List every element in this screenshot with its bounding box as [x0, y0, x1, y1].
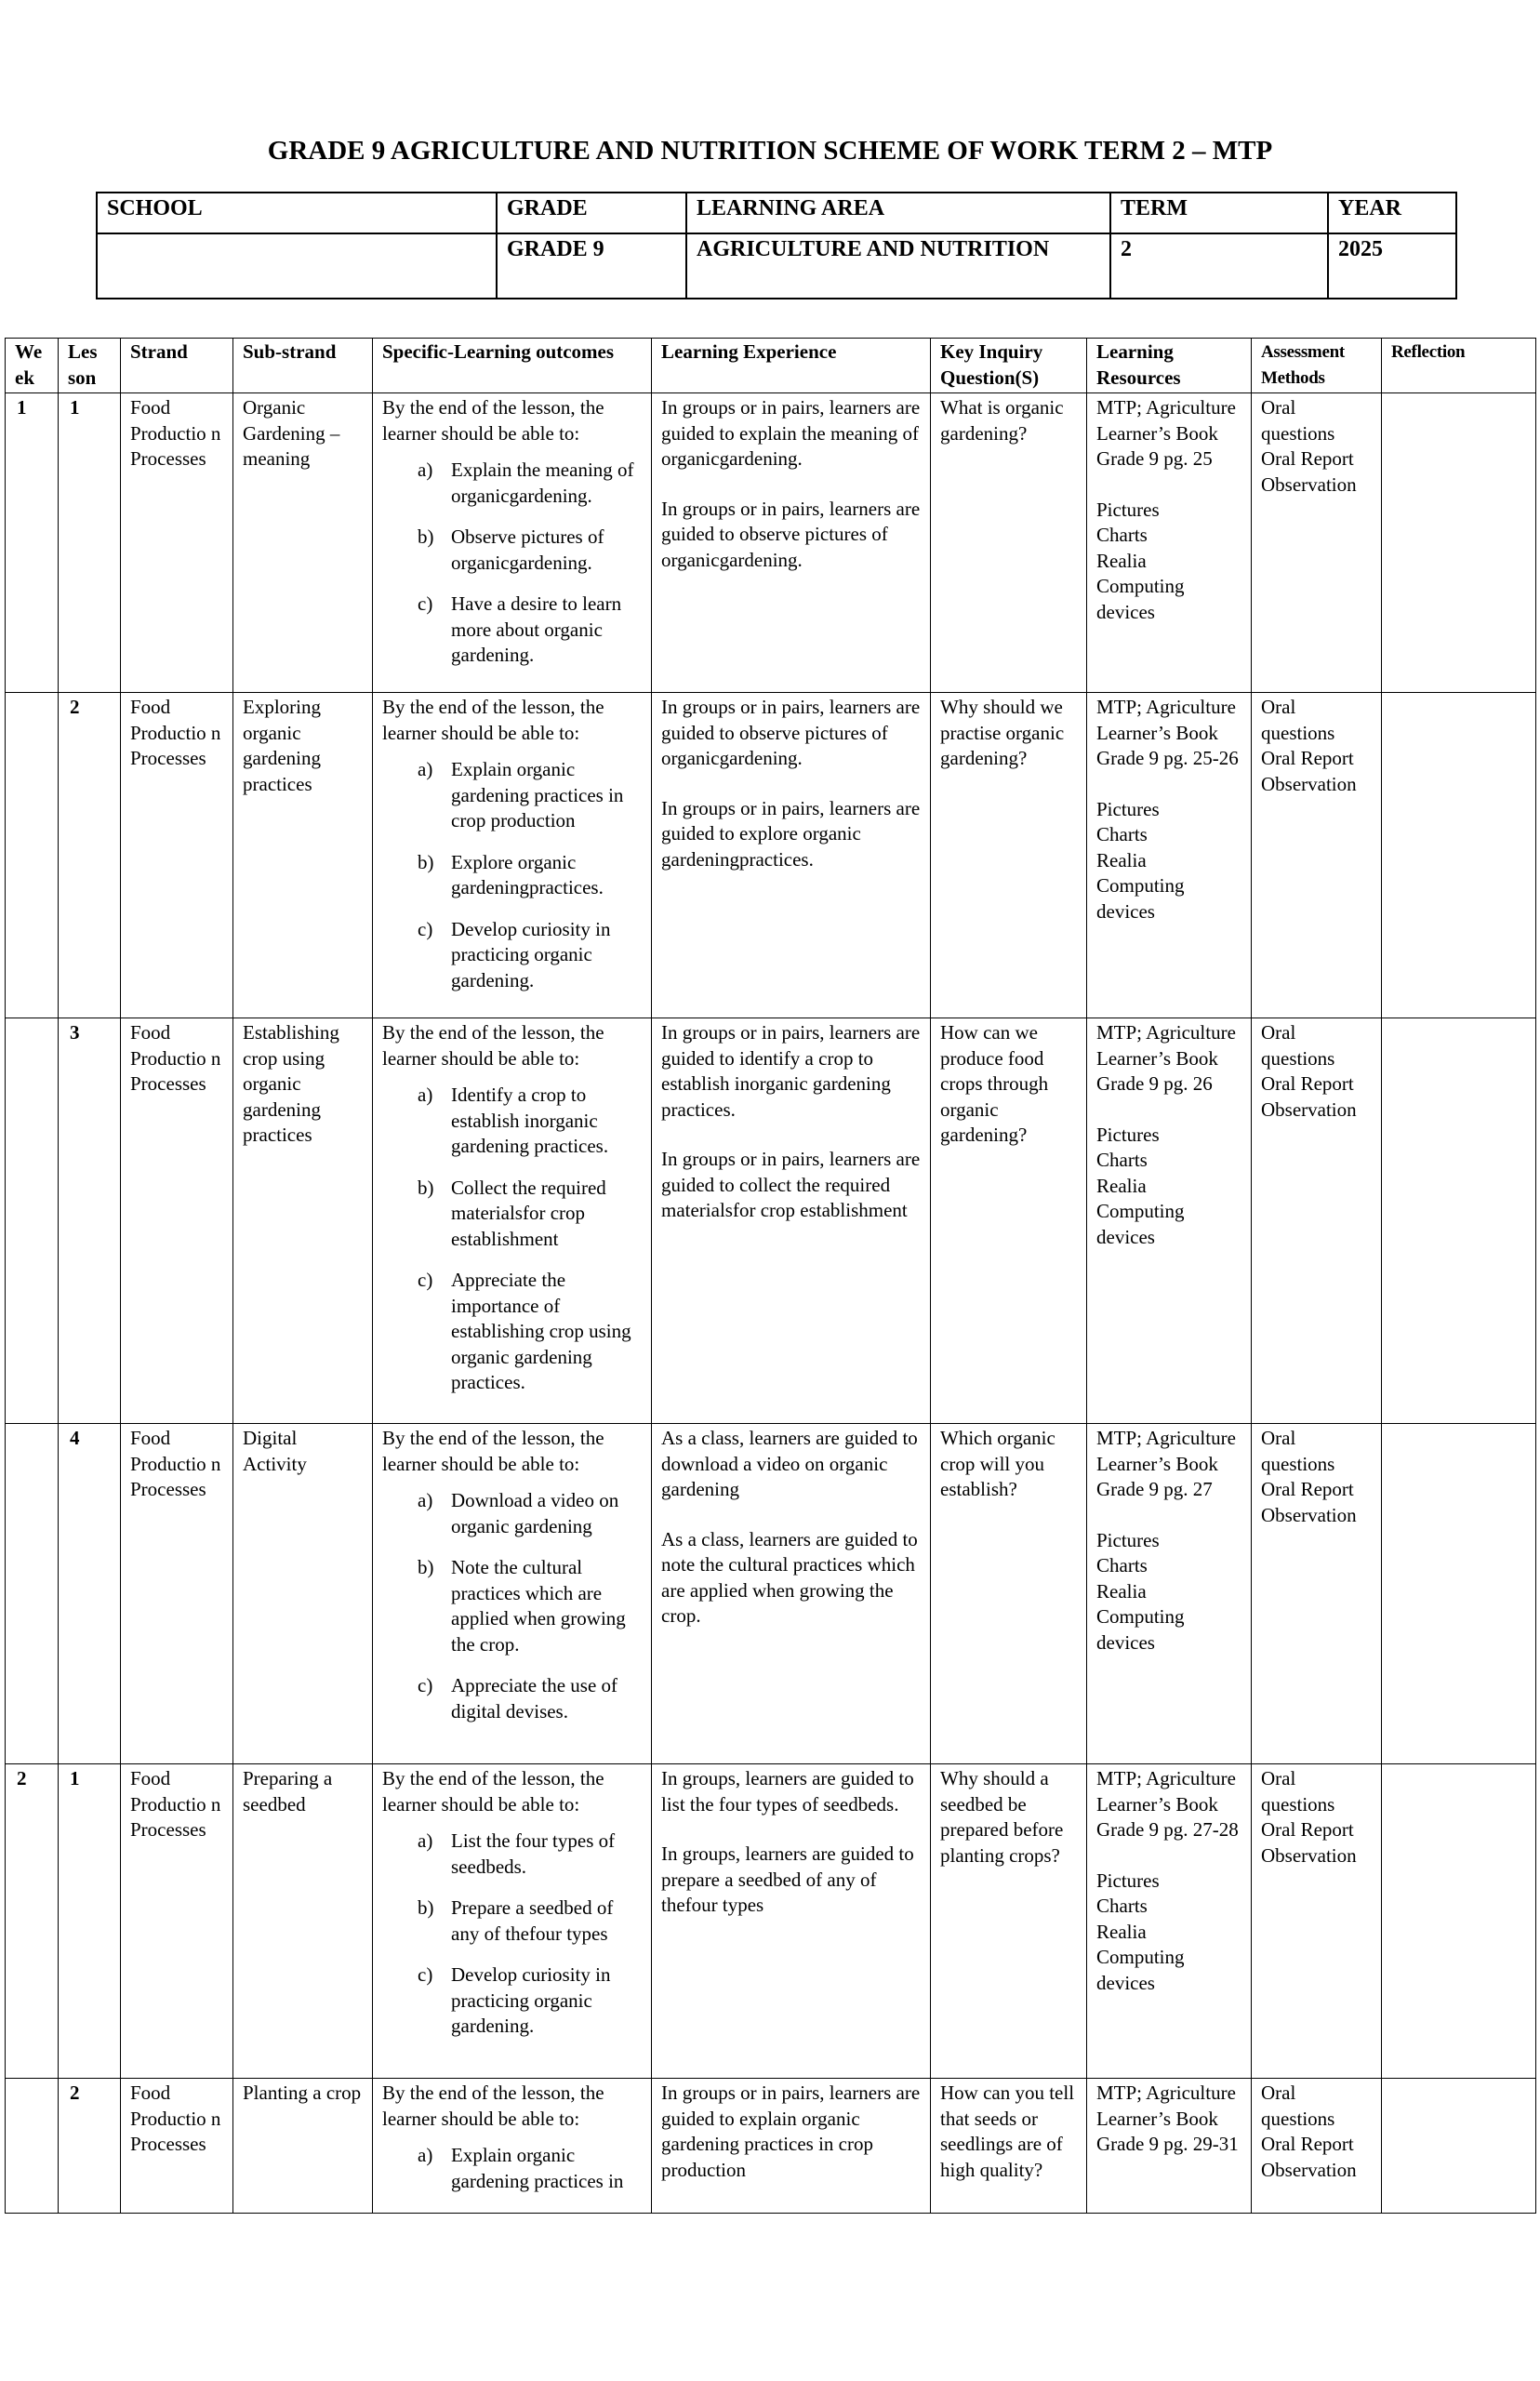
info-header-grade: GRADE [497, 193, 686, 233]
resource-item: Pictures [1096, 797, 1160, 820]
resource-item: Pictures [1096, 1123, 1160, 1146]
strand-cell: Food Productio n Processes [121, 393, 233, 693]
outcome-item [382, 1555, 642, 1657]
header-learning-resources: Learning Resources [1087, 339, 1252, 393]
strand-cell: Food Productio n Processes [121, 693, 233, 1018]
strand-cell: Food Productio n Processes [121, 1424, 233, 1764]
assessment-methods-cell [1252, 1764, 1382, 2079]
outcome-marker: c) [418, 917, 433, 940]
resource-item: Realia [1096, 1579, 1147, 1603]
outcome-item [382, 1176, 642, 1253]
learning-resources-cell [1087, 393, 1252, 693]
experience-paragraph: In groups or in pairs, learners are guided to explore organic gardeningpractices. [661, 796, 921, 871]
info-value-term: 2 [1110, 233, 1328, 299]
outcomes-list [382, 2143, 642, 2194]
outcome-marker: a) [418, 758, 433, 780]
learning-resources-cell [1087, 1018, 1252, 1424]
assessment-item: Oral questions [1261, 2082, 1335, 2130]
week-cell [6, 2079, 59, 2214]
outcome-marker: c) [418, 1674, 433, 1696]
experience-paragraph: In groups, learners are guided to prepare a seedbed of any of thefour types [661, 1842, 914, 1916]
outcome-item [382, 757, 642, 834]
outcome-item [382, 1083, 642, 1160]
outcomes-list [382, 757, 642, 993]
resource-item: Computing devices [1096, 1946, 1185, 1994]
key-inquiry-cell: How can you tell that seeds or seedlings are of high quality? [931, 2079, 1087, 2214]
resource-item: Charts [1096, 1149, 1148, 1171]
outcome-item [382, 458, 642, 509]
assessment-item: Oral Report [1261, 747, 1354, 769]
assessment-methods-cell [1252, 2079, 1382, 2214]
reflection-cell [1382, 393, 1536, 693]
resources-main: MTP; Agriculture Learner’s Book Grade 9 pg. 27-28 [1096, 1767, 1239, 1841]
outcome-text: Note the cultural practices which are applied when growing the crop. [451, 1556, 626, 1656]
learning-outcomes-cell [373, 1018, 652, 1424]
week-cell [6, 693, 59, 1018]
table-row [6, 1764, 1536, 2079]
info-header-school: SCHOOL [97, 193, 497, 233]
outcomes-list [382, 1829, 642, 2040]
resources-list [1096, 1528, 1241, 1656]
resources-main: MTP; Agriculture Learner’s Book Grade 9 pg. 26 [1096, 1021, 1236, 1095]
resource-item: Pictures [1096, 1528, 1160, 1551]
learning-experience-cell [652, 1764, 931, 2079]
outcome-text: Prepare a seedbed of any of thefour types [451, 1896, 614, 1945]
experience-paragraph: In groups or in pairs, learners are guided to collect the required materialsfor crop establishment [661, 1148, 921, 1221]
assessment-item: Observation [1261, 772, 1357, 795]
assessment-item: Oral Report [1261, 1478, 1354, 1500]
assessment-item: Observation [1261, 1503, 1357, 1526]
reflection-cell [1382, 693, 1536, 1018]
experience-paragraph: In groups or in pairs, learners are guided to explain organic gardening practices in crop production [661, 2082, 921, 2181]
outcomes-list [382, 1083, 642, 1396]
outcome-marker: c) [418, 592, 433, 615]
learning-outcomes-cell [373, 2079, 652, 2214]
outcomes-intro: By the end of the lesson, the learner should be able to: [382, 396, 604, 445]
outcome-marker: a) [418, 1829, 433, 1852]
resource-item: Pictures [1096, 498, 1160, 521]
table-row [6, 693, 1536, 1018]
lesson-cell: 2 [59, 693, 121, 1018]
assessment-methods-cell [1252, 1018, 1382, 1424]
assessment-item: Observation [1261, 1097, 1357, 1121]
assessment-methods-cell [1252, 693, 1382, 1018]
assessment-item: Oral questions [1261, 396, 1335, 445]
strand-cell: Food Productio n Processes [121, 2079, 233, 2214]
experience-paragraph: In groups, learners are guided to list the four types of seedbeds. [661, 1767, 914, 1816]
outcome-item [382, 1829, 642, 1880]
lesson-cell: 3 [59, 1018, 121, 1424]
learning-resources-cell [1087, 1764, 1252, 2079]
learning-experience-cell [652, 393, 931, 693]
assessment-methods-cell [1252, 393, 1382, 693]
key-inquiry-cell: Why should we practise organic gardening? [931, 693, 1087, 1018]
outcome-marker: a) [418, 459, 433, 481]
resource-item: Charts [1096, 1895, 1148, 1917]
outcome-item [382, 1673, 642, 1724]
resource-item: Realia [1096, 848, 1147, 871]
outcome-text: Explain the meaning of organicgardening. [451, 459, 634, 507]
week-cell [6, 1018, 59, 1424]
assessment-item: Oral Report [1261, 1072, 1354, 1095]
learning-experience-cell [652, 693, 931, 1018]
assessment-item: Observation [1261, 472, 1357, 496]
outcome-marker: b) [418, 525, 434, 548]
resource-item: Computing devices [1096, 874, 1185, 923]
sub-strand-cell: Planting a crop [233, 2079, 373, 2214]
outcome-text: Appreciate the importance of establishing crop using organic gardening practices. [451, 1269, 631, 1393]
resource-item: Charts [1096, 1554, 1148, 1576]
resources-list [1096, 1869, 1241, 1997]
resources-main: MTP; Agriculture Learner’s Book Grade 9 pg. 27 [1096, 1427, 1236, 1500]
reflection-cell [1382, 2079, 1536, 2214]
resource-item: Realia [1096, 549, 1147, 572]
outcomes-list [382, 458, 642, 669]
lesson-cell: 2 [59, 2079, 121, 2214]
strand-cell: Food Productio n Processes [121, 1764, 233, 2079]
outcomes-list [382, 1488, 642, 1724]
info-header-year: YEAR [1328, 193, 1456, 233]
resources-list [1096, 498, 1241, 626]
outcomes-intro: By the end of the lesson, the learner should be able to: [382, 1767, 604, 1816]
school-info-table [96, 192, 1457, 299]
outcome-item [382, 592, 642, 669]
outcome-text: List the four types of seedbeds. [451, 1829, 616, 1878]
table-row [6, 2079, 1536, 2214]
sub-strand-cell: Organic Gardening – meaning [233, 393, 373, 693]
week-cell: 2 [6, 1764, 59, 2079]
outcome-text: Download a video on organic gardening [451, 1489, 619, 1537]
header-key-inquiry: Key Inquiry Question(S) [931, 339, 1087, 393]
outcome-marker: a) [418, 1489, 433, 1511]
assessment-item: Oral questions [1261, 1427, 1335, 1475]
key-inquiry-cell: What is organic gardening? [931, 393, 1087, 693]
resources-list [1096, 1123, 1241, 1251]
experience-paragraph: In groups or in pairs, learners are guided to observe pictures of organicgardening. [661, 696, 921, 769]
outcome-text: Identify a crop to establish inorganic gardening practices. [451, 1084, 609, 1157]
assessment-item: Oral Report [1261, 2133, 1354, 2155]
assessment-item: Oral questions [1261, 696, 1335, 744]
outcomes-intro: By the end of the lesson, the learner should be able to: [382, 1427, 604, 1475]
key-inquiry-cell: Why should a seedbed be prepared before planting crops? [931, 1764, 1087, 2079]
assessment-item: Oral questions [1261, 1021, 1335, 1070]
resource-item: Realia [1096, 1920, 1147, 1943]
experience-paragraph: In groups or in pairs, learners are guided to identify a crop to establish inorganic gardening practices. [661, 1021, 921, 1121]
outcome-item [382, 1962, 642, 2040]
resource-item: Computing devices [1096, 575, 1185, 623]
outcomes-intro: By the end of the lesson, the learner should be able to: [382, 1021, 604, 1070]
outcome-marker: b) [418, 1176, 434, 1199]
outcome-text: Explain organic gardening practices in [451, 2144, 624, 2192]
resource-item: Pictures [1096, 1869, 1160, 1892]
lesson-cell: 1 [59, 393, 121, 693]
learning-experience-cell [652, 1018, 931, 1424]
outcome-text: Explore organic gardeningpractices. [451, 850, 604, 898]
outcomes-intro: By the end of the lesson, the learner should be able to: [382, 696, 604, 744]
info-value-grade: GRADE 9 [497, 233, 686, 299]
key-inquiry-cell: How can we produce food crops through organic gardening? [931, 1018, 1087, 1424]
key-inquiry-cell: Which organic crop will you establish? [931, 1424, 1087, 1764]
outcome-text: Explain organic gardening practices in crop production [451, 758, 624, 831]
week-cell: 1 [6, 393, 59, 693]
experience-paragraph: In groups or in pairs, learners are guided to explain the meaning of organicgardening. [661, 396, 921, 470]
info-header-learning-area: LEARNING AREA [686, 193, 1110, 233]
experience-paragraph: As a class, learners are guided to note the cultural practices which are applied when growing the crop. [661, 1527, 918, 1627]
header-reflection: Reflection [1382, 339, 1536, 393]
sub-strand-cell: Preparing a seedbed [233, 1764, 373, 2079]
outcome-item [382, 1488, 642, 1539]
assessment-methods-cell [1252, 1424, 1382, 1764]
resources-main: MTP; Agriculture Learner’s Book Grade 9 pg. 29-31 [1096, 2082, 1239, 2155]
learning-resources-cell [1087, 693, 1252, 1018]
outcome-marker: b) [418, 850, 434, 873]
header-assessment-methods: Assessment Methods [1252, 339, 1382, 393]
resource-item: Computing devices [1096, 1605, 1185, 1654]
scheme-of-work-table [5, 338, 1536, 2214]
info-header-term: TERM [1110, 193, 1328, 233]
outcome-marker: c) [418, 1269, 433, 1291]
outcome-text: Collect the required materialsfor crop establishment [451, 1176, 606, 1250]
sub-strand-cell: Digital Activity [233, 1424, 373, 1764]
outcome-item [382, 1895, 642, 1947]
lesson-cell: 4 [59, 1424, 121, 1764]
outcome-item [382, 525, 642, 576]
experience-paragraph: As a class, learners are guided to download a video on organic gardening [661, 1427, 918, 1500]
outcome-text: Appreciate the use of digital devises. [451, 1674, 618, 1723]
sub-strand-cell: Exploring organic gardening practices [233, 693, 373, 1018]
outcome-marker: a) [418, 1084, 433, 1106]
learning-experience-cell [652, 1424, 931, 1764]
learning-outcomes-cell [373, 393, 652, 693]
learning-experience-cell [652, 2079, 931, 2214]
header-lesson: Les son [59, 339, 121, 393]
lesson-cell: 1 [59, 1764, 121, 2079]
table-row [6, 393, 1536, 693]
header-learning-experience: Learning Experience [652, 339, 931, 393]
resource-item: Realia [1096, 1174, 1147, 1197]
resources-list [1096, 797, 1241, 925]
header-sub-strand: Sub-strand [233, 339, 373, 393]
outcome-marker: b) [418, 1556, 434, 1578]
assessment-item: Observation [1261, 1843, 1357, 1867]
assessment-item: Oral questions [1261, 1767, 1335, 1816]
resources-main: MTP; Agriculture Learner’s Book Grade 9 pg. 25-26 [1096, 696, 1239, 769]
learning-outcomes-cell [373, 1424, 652, 1764]
outcome-marker: a) [418, 2144, 433, 2166]
info-value-learning-area: AGRICULTURE AND NUTRITION [686, 233, 1110, 299]
resource-item: Charts [1096, 524, 1148, 546]
table-row [6, 1424, 1536, 1764]
outcome-item [382, 1268, 642, 1396]
table-row [6, 1018, 1536, 1424]
assessment-item: Oral Report [1261, 447, 1354, 470]
reflection-cell [1382, 1018, 1536, 1424]
reflection-cell [1382, 1764, 1536, 2079]
outcome-item [382, 917, 642, 994]
resource-item: Charts [1096, 823, 1148, 845]
outcome-item [382, 2143, 642, 2194]
info-value-school [97, 233, 497, 299]
header-learning-outcomes: Specific-Learning outcomes [373, 339, 652, 393]
outcome-text: Develop curiosity in practicing organic gardening. [451, 1963, 611, 2037]
outcome-text: Observe pictures of organicgardening. [451, 525, 604, 574]
resource-item: Computing devices [1096, 1200, 1185, 1248]
outcome-text: Develop curiosity in practicing organic gardening. [451, 917, 611, 991]
resources-main: MTP; Agriculture Learner’s Book Grade 9 pg. 25 [1096, 396, 1236, 470]
learning-resources-cell [1087, 1424, 1252, 1764]
page-title: GRADE 9 AGRICULTURE AND NUTRITION SCHEME OF WORK TERM 2 – MTP [267, 136, 1273, 166]
learning-resources-cell [1087, 2079, 1252, 2214]
outcome-item [382, 850, 642, 901]
header-strand: Strand [121, 339, 233, 393]
reflection-cell [1382, 1424, 1536, 1764]
sub-strand-cell: Establishing crop using organic gardening practices [233, 1018, 373, 1424]
strand-cell: Food Productio n Processes [121, 1018, 233, 1424]
learning-outcomes-cell [373, 693, 652, 1018]
week-cell [6, 1424, 59, 1764]
outcome-text: Have a desire to learn more about organic gardening. [451, 592, 622, 666]
outcomes-intro: By the end of the lesson, the learner should be able to: [382, 2082, 604, 2130]
experience-paragraph: In groups or in pairs, learners are guided to observe pictures of organicgardening. [661, 497, 921, 571]
header-week: We ek [6, 339, 59, 393]
outcome-marker: b) [418, 1896, 434, 1919]
outcome-marker: c) [418, 1963, 433, 1986]
info-value-year: 2025 [1328, 233, 1456, 299]
assessment-item: Observation [1261, 2158, 1357, 2181]
learning-outcomes-cell [373, 1764, 652, 2079]
assessment-item: Oral Report [1261, 1818, 1354, 1841]
